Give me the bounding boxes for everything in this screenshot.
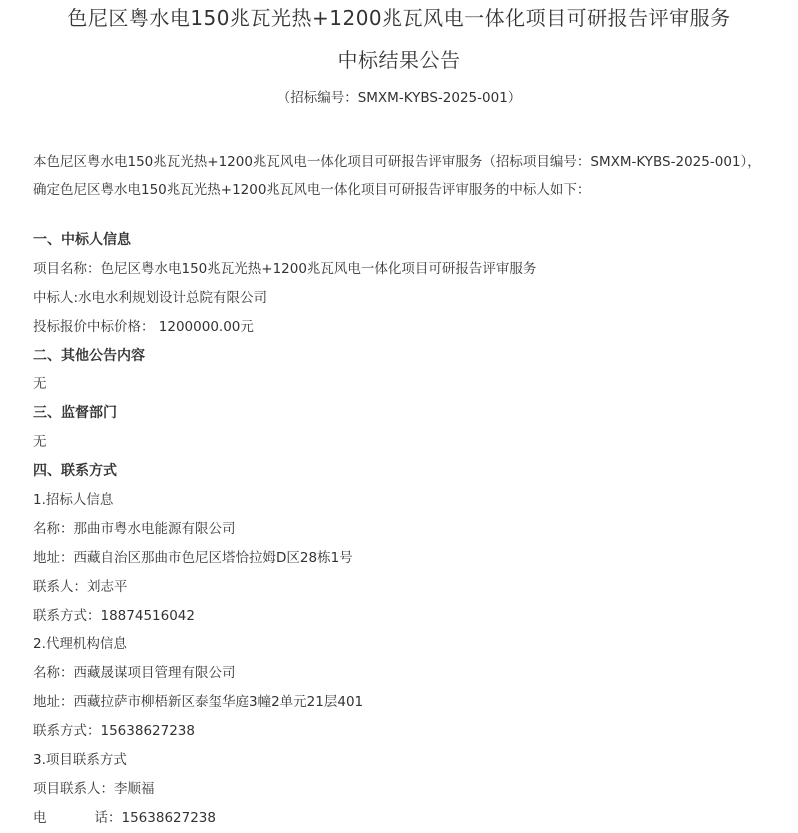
- page-title-line1: 色尼区粤水电150兆瓦光热+1200兆瓦风电一体化项目可研报告评审服务: [67, 6, 731, 30]
- page-title-line2: 中标结果公告: [337, 48, 461, 72]
- tenderer-info-title: 1.招标人信息: [33, 492, 114, 509]
- tenderer-contact: 联系人：刘志平: [33, 578, 128, 595]
- tenderer-name: 名称：那曲市粤水电能源有限公司: [33, 520, 236, 537]
- section-other-body: 无: [33, 376, 47, 393]
- announcement-body: [33, 226, 773, 833]
- section-supervision-heading: 三、监督部门: [33, 405, 117, 422]
- agency-phone: 联系方式：15638627238: [33, 723, 195, 740]
- tenderer-phone: 联系方式：18874516042: [33, 607, 195, 624]
- project-name: 项目名称：色尼区粤水电150兆瓦光热+1200兆瓦风电一体化项目可研报告评审服务: [33, 260, 537, 277]
- intro-line-2: 确定色尼区粤水电150兆瓦光热+1200兆瓦风电一体化项目可研报告评审服务的中标人如下：: [33, 182, 591, 198]
- agency-name: 名称：西藏晟谋项目管理有限公司: [33, 665, 236, 682]
- agency-address: 地址：西藏拉萨市柳梧新区泰玺华庭3幢2单元21层401: [33, 694, 364, 711]
- phone-label-b: 话：15638627238: [94, 809, 216, 826]
- tenderer-address: 地址：西藏自治区那曲市色尼区塔恰拉姆D区28栋1号: [33, 549, 353, 566]
- phone-label-a: 电: [33, 809, 47, 826]
- winning-price: 投标报价中标价格： 1200000.00元: [33, 318, 254, 335]
- agency-info-title: 2.代理机构信息: [33, 636, 127, 653]
- intro-paragraph: [33, 148, 793, 204]
- section-other-heading: 二、其他公告内容: [33, 347, 145, 364]
- tender-code: （招标编号：SMXM-KYBS-2025-001）: [276, 90, 522, 106]
- winner-name: 中标人:水电水利规划设计总院有限公司: [33, 289, 268, 306]
- section-contact-heading: 四、联系方式: [33, 463, 117, 480]
- project-contact-title: 3.项目联系方式: [33, 752, 127, 769]
- project-contact-phone: [33, 804, 773, 833]
- section-supervision-body: 无: [33, 434, 47, 451]
- intro-line-1: 本色尼区粤水电150兆瓦光热+1200兆瓦风电一体化项目可研报告评审服务（招标项目编号：SMXM-KYBS-2025-001），: [33, 154, 761, 170]
- section-winner-heading: 一、中标人信息: [33, 232, 131, 248]
- project-contact-person: 项目联系人：李顺福: [33, 780, 155, 797]
